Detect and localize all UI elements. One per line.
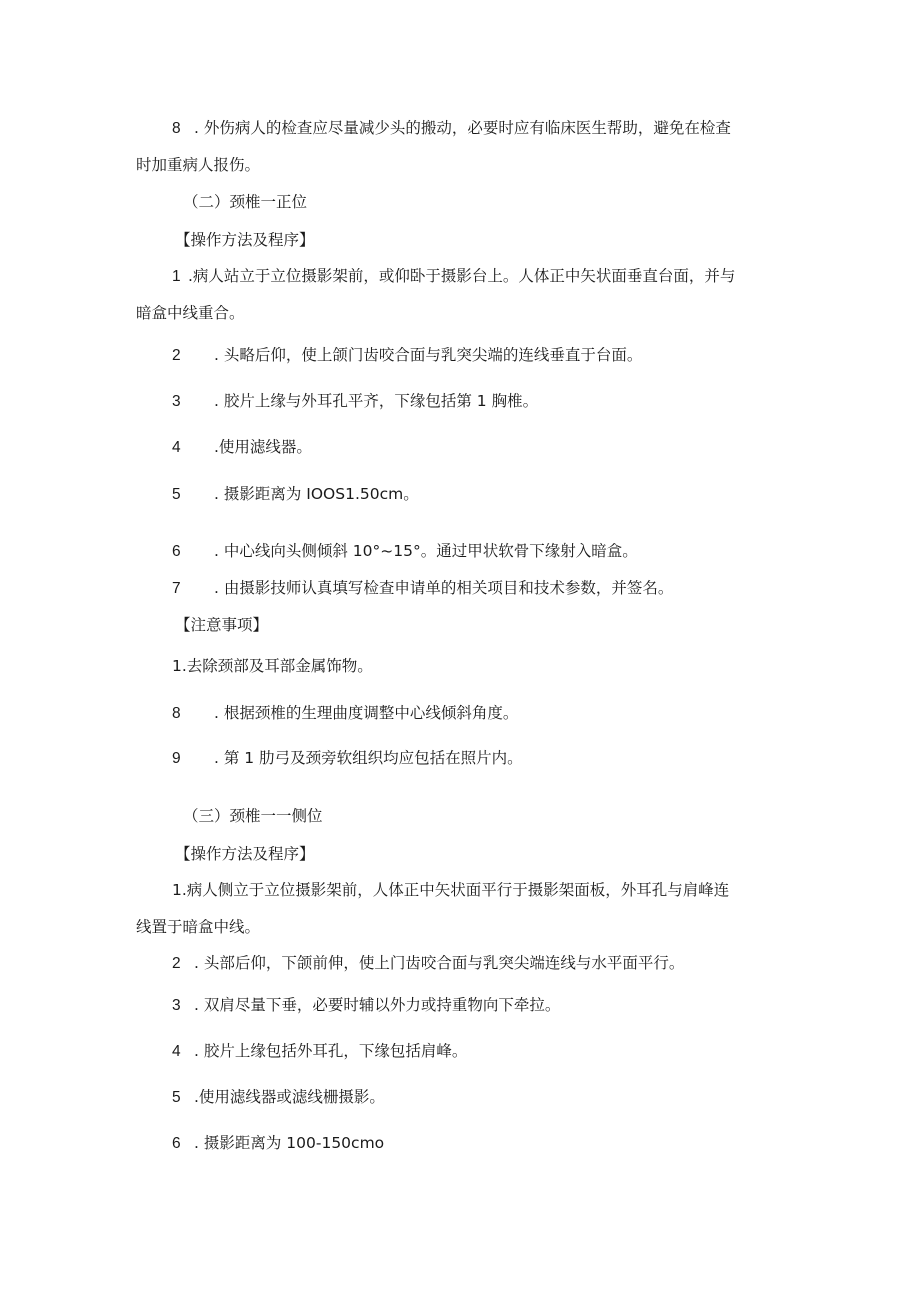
list-item <box>172 748 523 769</box>
list-item <box>172 345 642 366</box>
list-item-text: . 由摄影技师认真填写检查申请单的相关项目和技术参数，并签名。 <box>214 579 674 597</box>
list-item <box>172 541 638 562</box>
list-item-text: . 根据颈椎的生理曲度调整中心线倾斜角度。 <box>214 704 519 722</box>
list-item <box>172 1087 385 1108</box>
list-item <box>172 656 373 676</box>
list-item-text: . 中心线向头侧倾斜 10°~15°。通过甲状软骨下缘射入暗盒。 <box>214 542 638 560</box>
list-item-number: 4 <box>172 1043 181 1060</box>
list-item-text: . 胶片上缘与外耳孔平齐，下缘包括第 1 胸椎。 <box>214 392 539 410</box>
list-item-text: 1.去除颈部及耳部金属饰物。 <box>172 657 373 675</box>
section-heading: （三）颈椎一一侧位 <box>183 807 323 825</box>
method-heading: 【操作方法及程序】 <box>175 231 315 249</box>
list-item <box>172 266 735 287</box>
list-item-continuation: 暗盒中线重合。 <box>136 304 245 322</box>
list-item-text: . 胶片上缘包括外耳孔，下缘包括肩峰。 <box>194 1042 468 1060</box>
list-item <box>172 484 419 505</box>
list-item <box>172 703 518 724</box>
list-item <box>172 953 684 974</box>
list-item-text: . 摄影距离为 100-150cmo <box>194 1134 385 1152</box>
list-item <box>172 880 729 900</box>
list-item-number: 8 <box>172 120 181 137</box>
list-item-number: 1 <box>172 268 181 285</box>
list-item-number: 8 <box>172 705 181 722</box>
list-item <box>172 995 560 1016</box>
list-item-number: 6 <box>172 1135 181 1152</box>
list-item-number: 5 <box>172 1089 181 1106</box>
list-item-text: . 头略后仰，使上颌门齿咬合面与乳突尖端的连线垂直于台面。 <box>214 346 643 364</box>
section-heading: （二）颈椎一正位 <box>183 193 308 211</box>
list-item-text: . 外伤病人的检查应尽量减少头的搬动，必要时应有临床医生帮助，避免在检查 <box>194 119 731 137</box>
list-item-number: 3 <box>172 997 181 1014</box>
list-item-text: .使用滤线器或滤线栅摄影。 <box>194 1088 385 1106</box>
list-item-number: 5 <box>172 486 181 503</box>
list-item-text: . 双肩尽量下垂，必要时辅以外力或持重物向下牵拉。 <box>194 996 561 1014</box>
list-item-number: 2 <box>172 347 181 364</box>
list-item-text: . 头部后仰，下颌前伸，使上门齿咬合面与乳突尖端连线与水平面平行。 <box>194 954 685 972</box>
list-item <box>172 1133 384 1154</box>
list-item-number: 7 <box>172 580 181 597</box>
list-item-number: 2 <box>172 955 181 972</box>
list-item-text: . 摄影距离为 IOOS1.50cm。 <box>214 485 419 503</box>
list-item-text: 1.病人侧立于立位摄影架前，人体正中矢状面平行于摄影架面板，外耳孔与肩峰连 <box>172 881 730 899</box>
list-item-continuation: 线置于暗盒中线。 <box>136 918 261 936</box>
list-item-number: 4 <box>172 439 181 456</box>
list-item-continuation: 时加重病人报伤。 <box>136 156 261 174</box>
list-item <box>172 578 673 599</box>
list-item <box>172 1041 467 1062</box>
notes-heading: 【注意事项】 <box>175 616 269 634</box>
list-item-number: 9 <box>172 750 181 767</box>
list-item <box>172 437 312 458</box>
list-item-text: . 第 1 肋弓及颈旁软组织均应包括在照片内。 <box>214 749 523 767</box>
method-heading: 【操作方法及程序】 <box>175 845 315 863</box>
list-item <box>172 391 538 412</box>
list-item-number: 3 <box>172 393 181 410</box>
list-item-text: .病人站立于立位摄影架前，或仰卧于摄影台上。人体正中矢状面垂直台面，并与 <box>188 267 736 285</box>
list-item-number: 6 <box>172 543 181 560</box>
list-item-text: .使用滤线器。 <box>214 438 312 456</box>
list-item <box>172 118 731 139</box>
